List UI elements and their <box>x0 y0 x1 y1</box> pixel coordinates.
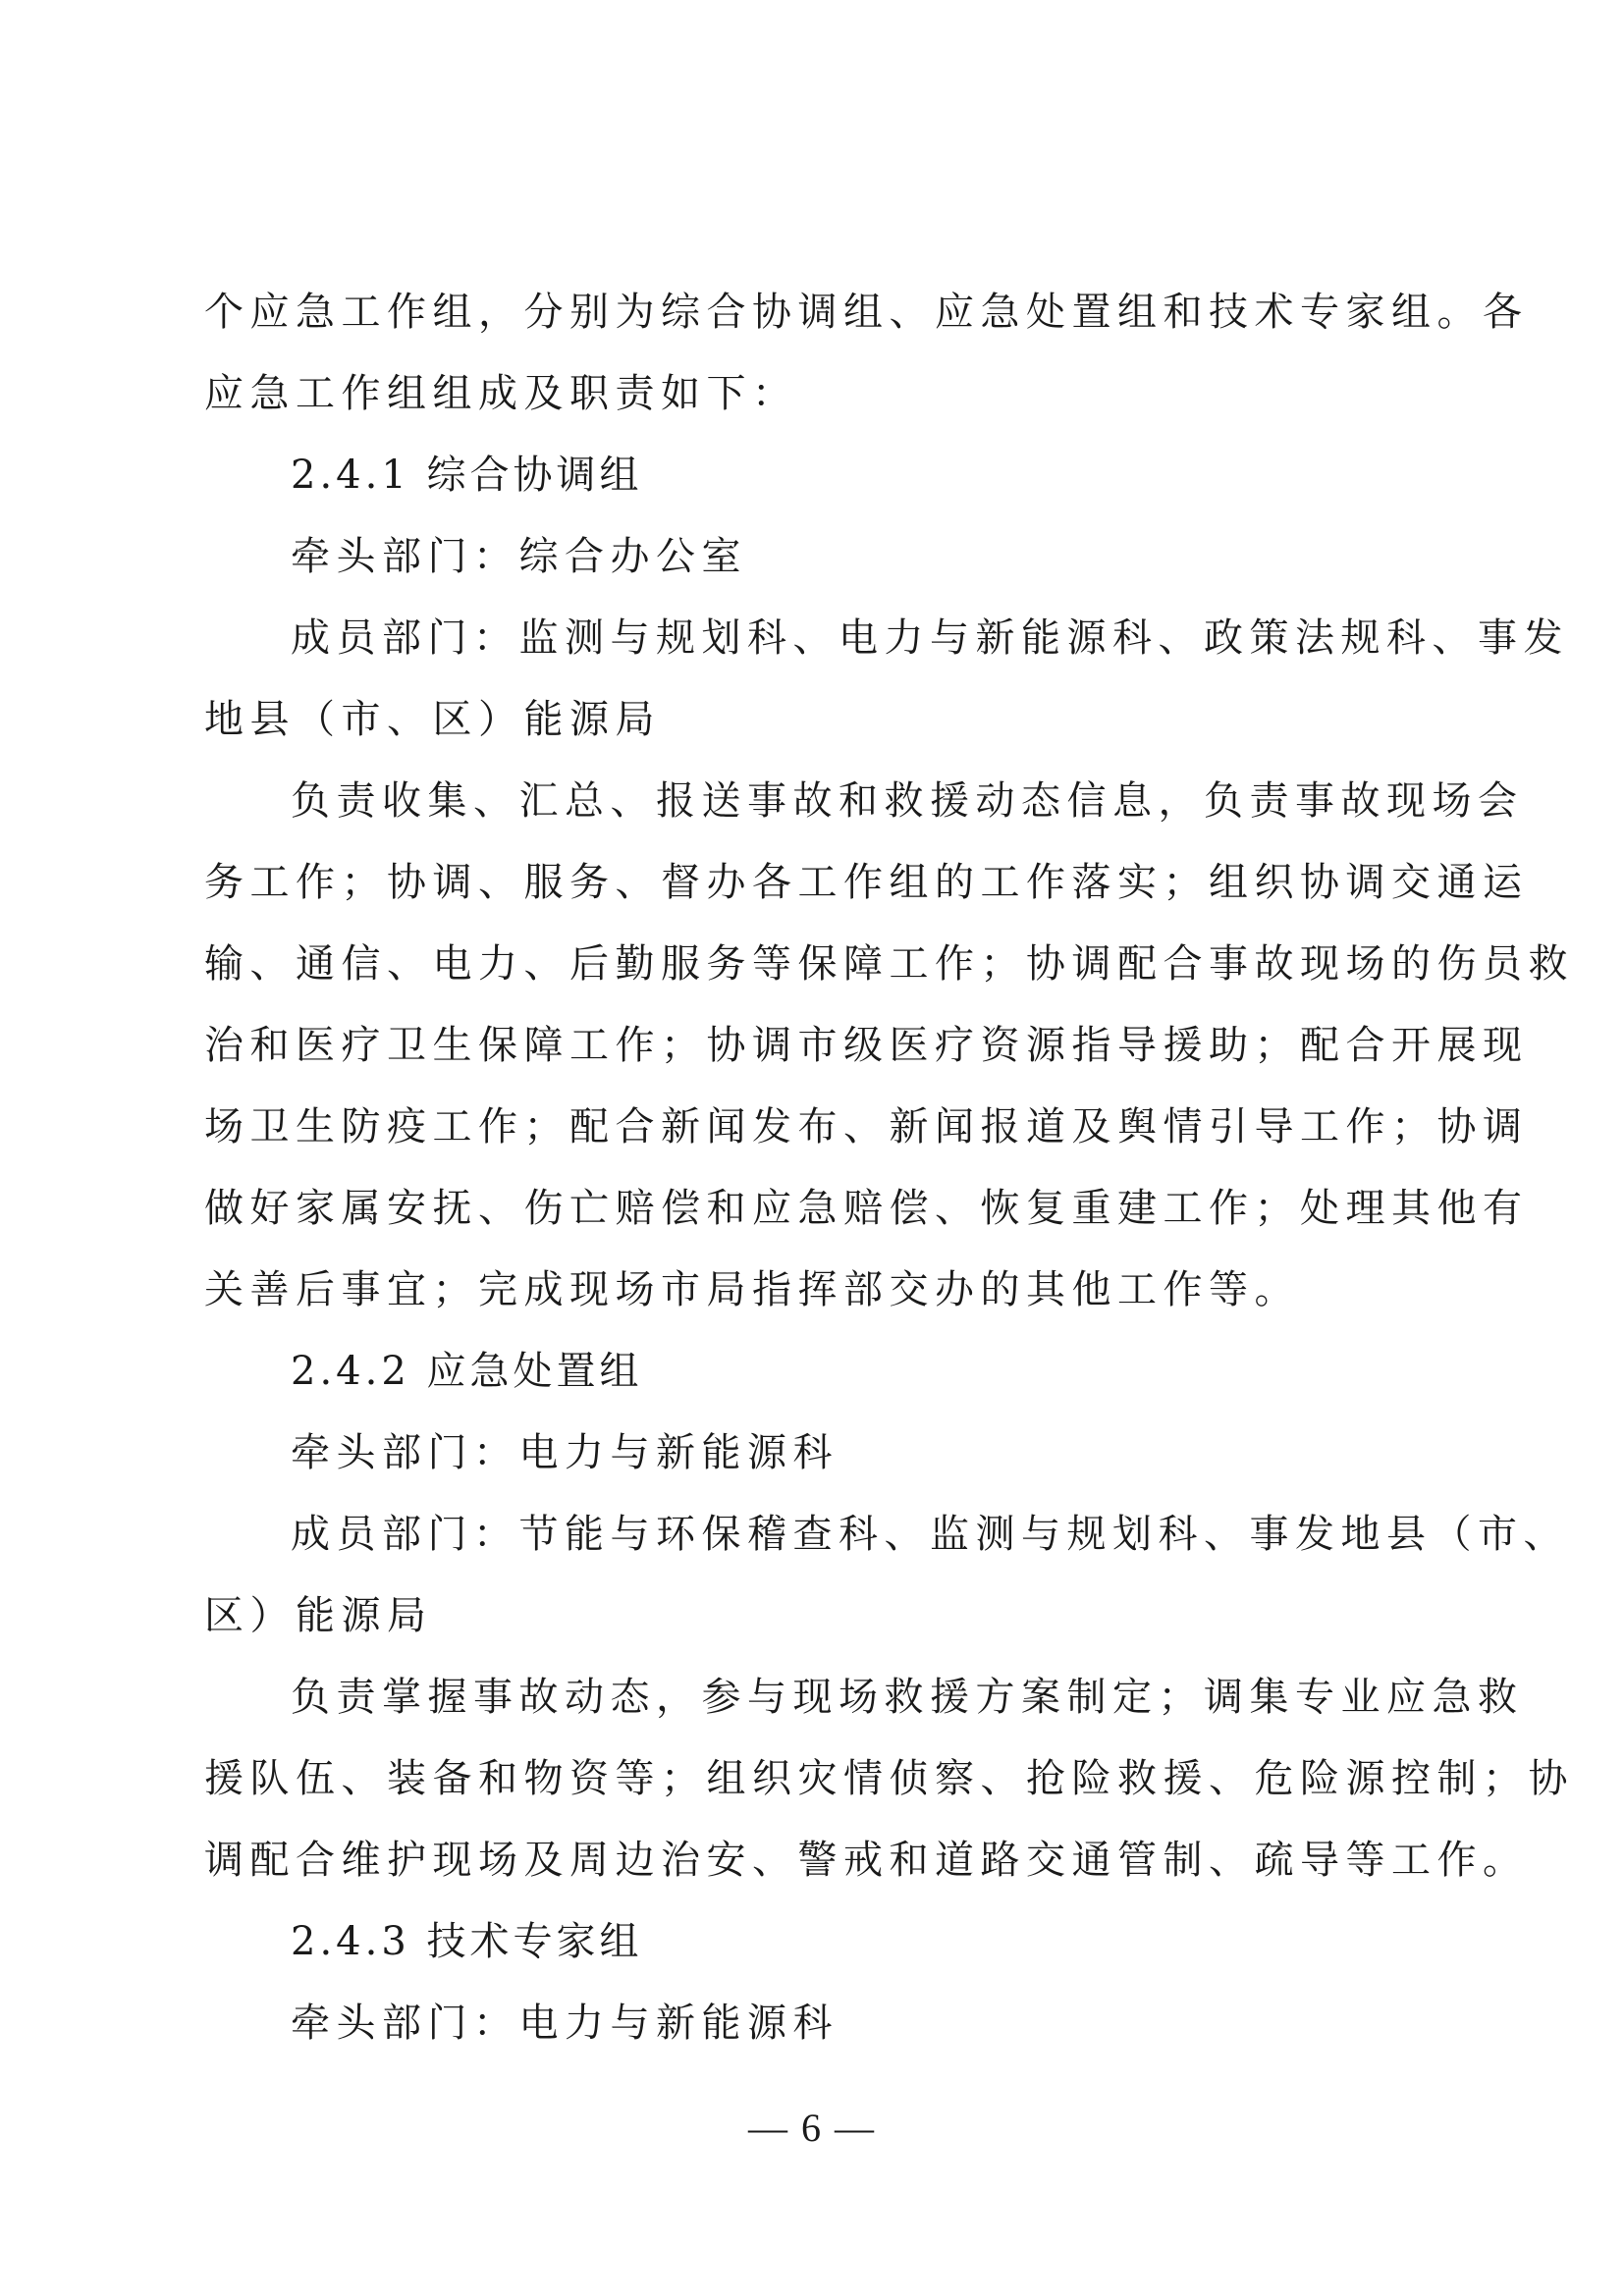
paragraph-line: 调配合维护现场及周边治安、警戒和道路交通管制、疏导等工作。 <box>204 1838 1529 1883</box>
paragraph-line: 场卫生防疫工作；配合新闻发布、新闻报道及舆情引导工作；协调 <box>204 1104 1529 1149</box>
member-departments-line: 成员部门：节能与环保稽查科、监测与规划科、事发地县（市、 <box>291 1512 1569 1557</box>
paragraph-line: 输、通信、电力、后勤服务等保障工作；协调配合事故现场的伤员救 <box>204 941 1574 987</box>
section-heading-2-4-3: 2.4.3 技术专家组 <box>291 1919 643 1964</box>
paragraph-line: 做好家属安抚、伤亡赔偿和应急赔偿、恢复重建工作；处理其他有 <box>204 1186 1529 1231</box>
paragraph-line: 个应急工作组，分别为综合协调组、应急处置组和技术专家组。各 <box>204 290 1529 335</box>
document-body <box>204 279 1574 2071</box>
paragraph-line: 关善后事宜；完成现场市局指挥部交办的其他工作等。 <box>204 1267 1300 1312</box>
lead-department-line: 牵头部门：电力与新能源科 <box>291 2001 839 2046</box>
section-heading-2-4-2: 2.4.2 应急处置组 <box>291 1349 643 1394</box>
lead-department-line: 牵头部门：综合办公室 <box>291 534 747 579</box>
paragraph-line: 援队伍、装备和物资等；组织灾情侦察、抢险救援、危险源控制；协 <box>204 1756 1574 1801</box>
paragraph-line: 区）能源局 <box>204 1593 433 1638</box>
lead-department-line: 牵头部门：电力与新能源科 <box>291 1430 839 1475</box>
section-heading-2-4-1: 2.4.1 综合协调组 <box>291 453 643 498</box>
responsibility-paragraph-line: 负责掌握事故动态，参与现场救援方案制定；调集专业应急救 <box>291 1675 1524 1720</box>
paragraph-line: 治和医疗卫生保障工作；协调市级医疗资源指导援助；配合开展现 <box>204 1023 1529 1068</box>
paragraph-line: 地县（市、区）能源局 <box>204 697 661 742</box>
responsibility-paragraph-line: 负责收集、汇总、报送事故和救援动态信息，负责事故现场会 <box>291 778 1524 824</box>
paragraph-line: 应急工作组组成及职责如下： <box>204 371 798 416</box>
page-number: — 6 — <box>748 2106 876 2150</box>
member-departments-line: 成员部门：监测与规划科、电力与新能源科、政策法规科、事发 <box>291 615 1569 661</box>
paragraph-line: 务工作；协调、服务、督办各工作组的工作落实；组织协调交通运 <box>204 860 1529 905</box>
